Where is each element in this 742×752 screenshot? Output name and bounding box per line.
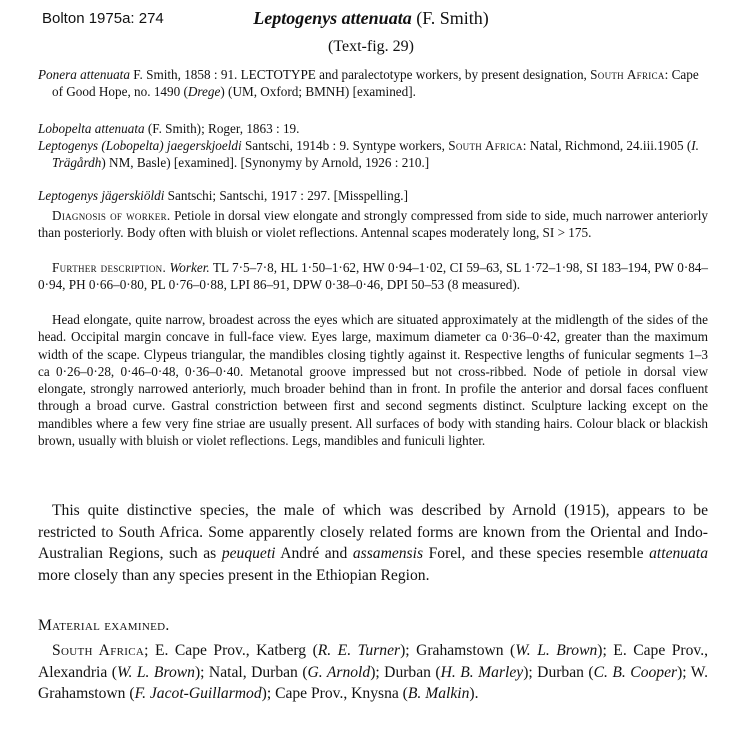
diagnosis-text: Petiole in dorsal view elongate and strongly compressed from side to side, much narrower anteriorly than posteriorly. Body often with bluish or violet reflections. Antennal scapes moderately long, SI > 175. xyxy=(38,208,709,241)
taxon-name: Leptogenys (Lobopelta) jaegerskjoeldi xyxy=(38,138,242,153)
synonymy-text: : Natal, Richmond, 24.iii.1905 ( xyxy=(522,138,692,153)
collector-name: G. Arnold xyxy=(307,663,371,681)
collector-name: F. Jacot-Guillarmod xyxy=(134,685,262,702)
region-name: South Africa xyxy=(448,138,523,153)
species-heading xyxy=(0,8,742,29)
bibliographic-reference: Bolton 1975a: 274 xyxy=(42,10,164,27)
collector-name: R. E. Turner xyxy=(317,642,401,659)
synonymy-text: Santschi, 1914b : 9. Syntype workers, xyxy=(241,138,449,153)
collector-name: Drege xyxy=(187,84,221,99)
synonymy-text: (F. Smith); Roger, 1863 : 19. xyxy=(144,121,300,136)
locality-text: ). xyxy=(469,685,479,702)
species-author: (F. Smith) xyxy=(416,8,489,28)
locality-text: ); Grahamstown ( xyxy=(400,642,516,659)
taxon-name: Lobopelta attenuata xyxy=(38,121,145,136)
discussion-text: more closely than any species present in the Ethiopian Region. xyxy=(38,566,430,584)
locality-text: ); Cape Prov., Knysna ( xyxy=(261,685,408,702)
locality-text: ); Durban ( xyxy=(370,663,441,681)
material-paragraph xyxy=(38,640,708,705)
synonymy-entry xyxy=(38,66,708,100)
discussion-text: André and xyxy=(275,545,353,562)
synonymy-entry xyxy=(38,137,708,171)
taxon-name: Leptogenys jägerskiöldi xyxy=(38,188,165,203)
section-heading: Diagnosis of worker. xyxy=(52,208,171,223)
species-epithet: assamensis xyxy=(352,545,424,562)
measurements-text: TL 7·5–7·8, HL 1·50–1·62, HW 0·94–1·02, CI 59–63, SL 1·72–1·98, SI 183–194, PW 0·84–0·94, PH 0·66–0·80, PL 0·76–0·88, LPI 86–91, DPW 0·38–0·46, DPI 50–53 (8 measured). xyxy=(38,260,708,293)
locality-text: ); Natal, Durban ( xyxy=(194,663,308,681)
diagnosis-paragraph xyxy=(38,207,708,242)
caste-label: Worker. xyxy=(169,260,210,275)
synonymy-entry xyxy=(38,120,708,137)
synonymy-entry xyxy=(38,187,708,204)
taxon-name: Ponera attenuata xyxy=(38,67,130,82)
synonymy-text: ) (UM, Oxford; BMNH) [examined]. xyxy=(220,84,416,99)
measurements-paragraph xyxy=(38,259,708,294)
collector-name: C. B. Cooper xyxy=(593,663,678,681)
species-epithet: attenuata xyxy=(649,545,709,562)
locality-text: ); W. Grahamstown ( xyxy=(38,663,708,702)
discussion-paragraph xyxy=(38,500,708,586)
material-heading: Material examined. xyxy=(38,617,170,634)
synonymy-text: ) NM, Basle) [examined]. [Synonymy by Arnold, 1926 : 210.] xyxy=(101,155,430,170)
section-heading: Further description. xyxy=(52,260,167,275)
locality-text: ); Durban ( xyxy=(523,663,594,681)
collector-name: H. B. Marley xyxy=(440,663,524,681)
collector-name: B. Malkin xyxy=(407,685,470,702)
figure-reference: (Text-fig. 29) xyxy=(328,38,414,55)
discussion-text: This quite distinctive species, the male of which was described by Arnold (1915), appears to be restricted to South Africa. Some apparently closely related forms are known from the Oriental and Indo-Australian Regions, such as xyxy=(38,502,708,562)
collector-name: W. L. Brown xyxy=(515,642,598,659)
species-epithet: peuqueti xyxy=(221,545,276,562)
synonymy-text: : Cape of Good Hope, no. 1490 ( xyxy=(52,67,699,99)
synonymy-text: Santschi; Santschi, 1917 : 297. [Misspelling.] xyxy=(164,188,408,203)
region-name: South Africa xyxy=(590,67,665,82)
locality-text: ); E. Cape Prov., Alexandria ( xyxy=(38,642,708,681)
collector-name: W. L. Brown xyxy=(116,663,195,681)
locality-text: ; E. Cape Prov., Katberg ( xyxy=(144,642,318,659)
discussion-text: Forel, and these species resemble xyxy=(423,545,650,562)
description-paragraph: Head elongate, quite narrow, broadest across the eyes which are situated approximately at the midlength of the sides of the head. Occipital margin concave in full-face view. Eyes large, maximum diameter ca 0·36–0·42, greater than the maximum width of the scape. Clypeus triangular, the mandibles closing tightly against it. Respective lengths of funicular segments 1–3 ca 0·26–0·28, 0·46–0·48, 0·36–0·40. Metanotal groove impressed but not cross-ribbed. Node of petiole in dorsal view elongate, strongly narrowed anteriorly, much broader behind than in front. In profile the anterior and dorsal faces confluent through a broad curve. Gastral constriction between first and second segments distinct. Sculpture lacking except on the mandibles where a few very fine striae are usually present. All surfaces of body with standing hairs. Colour black or blackish brown, usually with bluish or violet reflections. Legs, mandibles and funiculi lighter. xyxy=(38,312,708,449)
synonymy-text: F. Smith, 1858 : 91. LECTOTYPE and paralectotype workers, by present designation, xyxy=(129,67,591,82)
region-name: South Africa xyxy=(52,642,145,659)
species-name: Leptogenys attenuata xyxy=(253,8,412,28)
collector-name: I. Trägårdh xyxy=(52,138,699,170)
